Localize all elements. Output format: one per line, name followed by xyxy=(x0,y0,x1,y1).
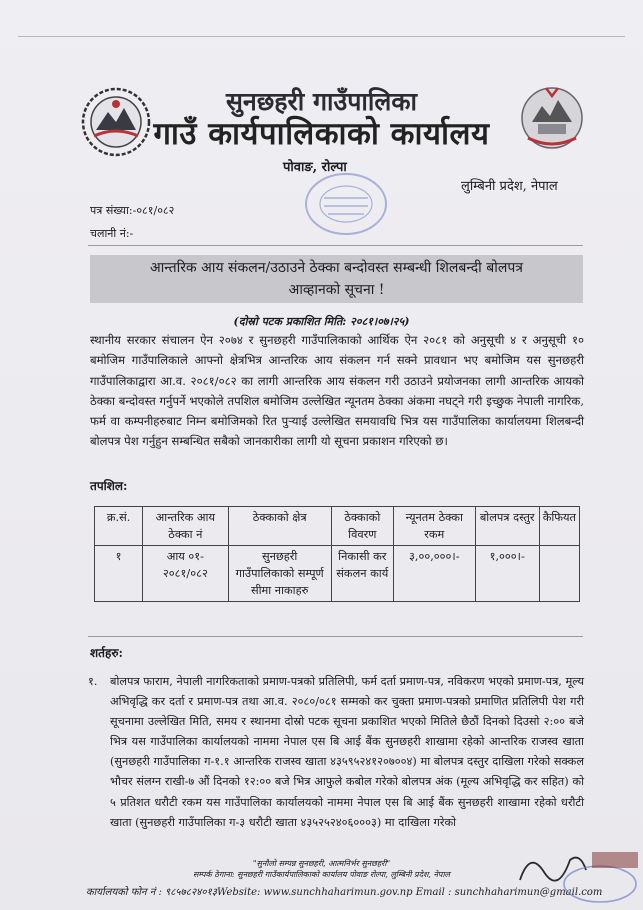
col-header-contract-no: आन्तरिक आय ठेक्का नं xyxy=(143,507,228,546)
municipality-name: सुनछहरी गाउँपालिका xyxy=(225,87,417,116)
notice-title-line2: आव्हानको सूचना ! xyxy=(288,282,385,298)
col-header-remarks: कैफियत xyxy=(539,507,579,546)
top-rule xyxy=(18,36,625,37)
condition-text: बोलपत्र फाराम, नेपाली नागरिकताको प्रमाण-पत्रको प्रतिलिपी, फर्म दर्ता प्रमाण-पत्र, नविकरण भएको प्रमाण-पत्र, मूल्य अभिवृद्धि कर दर्ता र प्रमाण-पत्र तथा आ.व. २०८०/०८१ सम्मको कर चुक्ता प्रमाण-पत्रको प्रमाणित प्रतिलिपी पेश गरी सूचनामा उल्लेखित मिति, समय र स्थानमा दोस्रो पटक सूचना प्रकाशित भएको मितिले छैठौं दिनको दिउसो २:०० बजे भित्र यस गाउँपालिका कार्यालयको नाममा नेपाल एस बि आई बैंक सुनछहरी शाखामा रहेको आन्तरिक राजस्व खाता (सुनछहरी गाउँपालिका ग-१.१ आन्तरिक राजस्व खाता ४३५९५२४१२०७००४) मा बोलपत्र दस्तुर दाखिला गरेको सक्कल भौचर संलग्न राखी-७ औं दिनको १२:०० बजे भित्र आफुले कबोल गरेको बोलपत्र अंक (मूल्य अभिवृद्धि कर सहित) को ५ प्रतिशत धरौटी रकम यस गाउँपालिका कार्यालयको नाममा नेपाल एस बि आई बैंक सुनछहरी शाखामा रहेको धरौटी खाता (सुनछहरी गाउँपालिका ग-३ धरौटी खाता ४३५२५२४०६०००३) मा दाखिला गरेको xyxy=(110,675,584,829)
header-divider xyxy=(88,245,583,246)
table-divider xyxy=(88,636,583,637)
cell-min-amount: ३,००,०००।- xyxy=(393,546,475,602)
col-header-area: ठेक्काको क्षेत्र xyxy=(228,507,331,546)
province-text: लुम्बिनी प्रदेश, नेपाल xyxy=(461,179,558,194)
footer-contact: कार्यालयको फोन नं : ९८५७८२४०१३Website: www.sunchhaharimun.gov.np Email : sunchhaharimun@gmail.com xyxy=(86,887,603,898)
office-location: पोवाङ, रोल्पा xyxy=(283,160,347,175)
publication-date: (दोस्रो पटक प्रकाशित मिति: २०८१।०७।२५) xyxy=(233,315,410,328)
cell-remarks xyxy=(539,546,579,602)
letter-number: पत्र संख्या:-०८१/०८२ xyxy=(90,204,175,217)
details-label: तपशिल: xyxy=(90,479,128,493)
col-header-description: ठेक्काको विवरण xyxy=(331,507,393,546)
table-row xyxy=(95,546,580,602)
condition-item xyxy=(88,672,584,833)
col-header-serial: क्र.सं. xyxy=(95,507,143,546)
notice-title-banner xyxy=(90,255,583,303)
table-header-row xyxy=(95,507,580,546)
office-stamp-icon xyxy=(298,168,394,240)
cell-description: निकासी कर संकलन कार्य xyxy=(331,546,393,602)
office-title: गाउँ कार्यपालिकाको कार्यालय xyxy=(153,116,490,152)
signature-stamp-icon xyxy=(500,830,640,910)
cell-contract-no: आय ०१- २०८१/०८२ xyxy=(143,546,228,602)
footer-motto: "सुनौलो सम्पन्न सुनछहरी, आत्मनिर्भर सुनछहरी" xyxy=(252,859,391,868)
dispatch-number: चलानी नं:- xyxy=(90,227,134,240)
footer-address: सम्पर्क ठेगाना: सुनछहरी गाउँकार्यपालिकाको कार्यालय पोवाङ रोल्पा, लुम्बिनी प्रदेश, नेपाल xyxy=(193,870,450,879)
cell-bid-fee: १,०००।- xyxy=(475,546,539,602)
col-header-bid-fee: बोलपत्र दस्तुर xyxy=(475,507,539,546)
condition-number: १. xyxy=(88,675,98,688)
contract-table xyxy=(94,506,580,602)
cell-area: सुनछहरी गाउँपालिकाको सम्पूर्ण सीमा नाकाहरु xyxy=(228,546,331,602)
conditions-label: शर्तहरु: xyxy=(90,646,123,660)
notice-title-line1: आन्तरिक आय संकलन/उठाउने ठेक्का बन्दोवस्त सम्बन्धी शिलबन्दी बोलपत्र xyxy=(149,260,523,276)
col-header-min-amount: न्यूनतम ठेक्का रकम xyxy=(393,507,475,546)
notice-body: स्थानीय सरकार संचालन ऐन २०७४ र सुनछहरी गाउँपालिकाको आर्थिक ऐन २०८१ को अनुसूची ४ र अनुसूची १० बमोजिम गाउँपालिकाले आफ्नो क्षेत्रभित्र आन्तरिक आय संकलन गर्न सक्ने प्रावधान भए बमोजिम यस सुनछहरी गाउँपालिकाद्वारा आ.व. २०८१/०८२ का लागी आन्तरिक आय संकलन गरी उठाउने प्रयोजनका लागी आन्तरिक आयको ठेक्का बन्दोवस्त गर्नुपर्ने भएकोले तपशिल बमोजिम उल्लेखित न्यूनतम ठेक्का अंकमा नघट्ने गरी इच्छुक नेपाली नागरिक, फर्म वा कम्पनीहरुबाट निम्न बमोजिमको रित पुऱ्याई उल्लेखित समयावधि भित्र यस गाउँपालिका कार्यालयमा शिलबन्दी बोलपत्र पेश गर्नुहुन सम्बन्धित सबैको जानकारीका लागी यो सूचना प्रकाशन गरिएको छ। xyxy=(90,333,584,449)
cell-serial: १ xyxy=(95,546,143,602)
